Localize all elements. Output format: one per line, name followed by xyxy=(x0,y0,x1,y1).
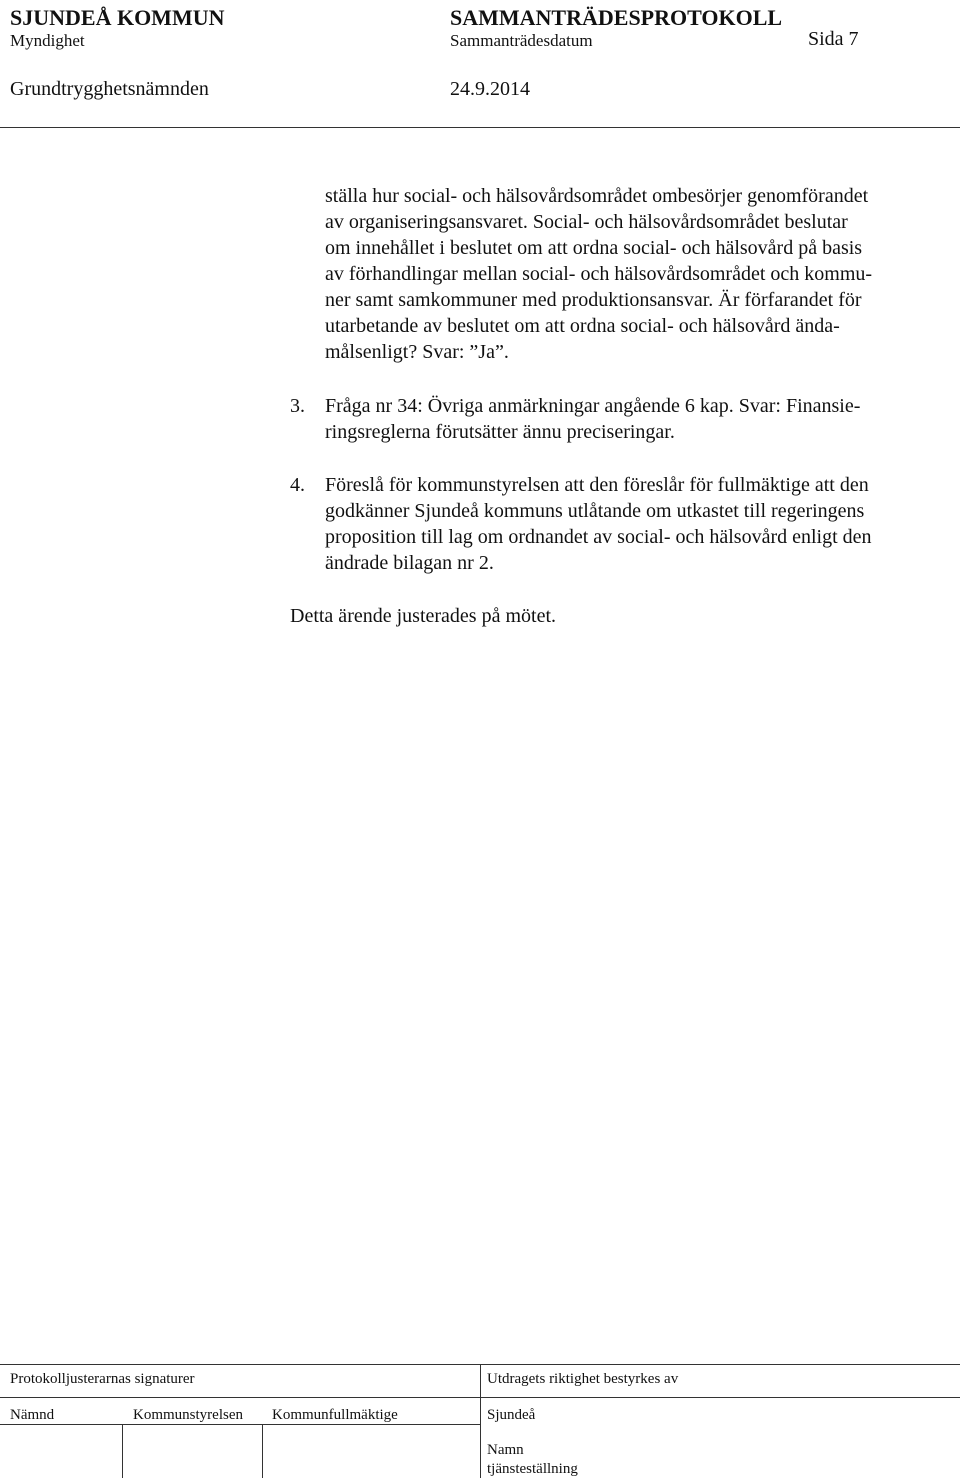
footer-name-label: Namn xyxy=(487,1442,524,1458)
committee-name: Grundtrygghetsnämnden xyxy=(10,78,209,100)
footer-col-divider xyxy=(122,1424,123,1478)
continued-paragraph xyxy=(325,183,950,365)
meeting-date: 24.9.2014 xyxy=(450,78,530,100)
paragraph-line: av förhandlingar mellan social- och hälsovårdsområdet och kommu- xyxy=(325,263,873,285)
paragraph-line: utarbetande av beslutet om att ordna social- och hälsovård ända- xyxy=(325,315,840,337)
item-4-number: 4. xyxy=(290,474,305,496)
item-3-number: 3. xyxy=(290,395,305,417)
meeting-date-label: Sammanträdesdatum xyxy=(450,31,593,50)
signatures-label: Protokolljusterarnas signaturer xyxy=(10,1371,195,1387)
item-line: proposition till lag om ordnandet av social- och hälsovård enligt den xyxy=(325,526,872,548)
paragraph-line: av organiseringsansvaret. Social- och hälsovårdsområdet beslutar xyxy=(325,211,848,233)
paragraph-line: ställa hur social- och hälsovårdsområdet ombesörjer genomförandet xyxy=(325,185,869,207)
paragraph-line: om innehållet i beslutet om att ordna social- och hälsovård på basis xyxy=(325,237,863,259)
certified-label: Utdragets riktighet bestyrkes av xyxy=(487,1371,679,1387)
footer-col-divider xyxy=(480,1364,481,1478)
footer-position-label: tjänsteställning xyxy=(487,1461,578,1477)
closing-statement: Detta ärende justerades på mötet. xyxy=(290,605,556,627)
footer-col-kommunfullmaktige: Kommunfullmäktige xyxy=(272,1407,398,1423)
item-line: Föreslå för kommunstyrelsen att den föreslår för fullmäktige att den xyxy=(325,474,869,496)
item-line: ringsreglerna förutsätter ännu preciseringar. xyxy=(325,421,675,443)
authority-label: Myndighet xyxy=(10,31,85,50)
item-4-text xyxy=(325,472,950,576)
item-line: Fråga nr 34: Övriga anmärkningar angående 6 kap. Svar: Finansie- xyxy=(325,395,861,417)
item-line: godkänner Sjundeå kommuns utlåtande om utkastet till regeringens xyxy=(325,500,865,522)
item-line: ändrade bilagan nr 2. xyxy=(325,552,494,574)
paragraph-line: målsenligt? Svar: ”Ja”. xyxy=(325,341,509,363)
footer-row-rule-left xyxy=(0,1424,480,1425)
footer-col-kommunstyrelsen: Kommunstyrelsen xyxy=(133,1407,243,1423)
org-name: SJUNDEÅ KOMMUN xyxy=(10,5,225,30)
header-divider xyxy=(0,127,960,128)
footer-place: Sjundeå xyxy=(487,1407,536,1423)
paragraph-line: ner samt samkommuner med produktionsansvar. Är förfarandet för xyxy=(325,289,862,311)
footer-col-namnd: Nämnd xyxy=(10,1407,55,1423)
document-type: SAMMANTRÄDESPROTOKOLL xyxy=(450,5,783,30)
item-3-text xyxy=(325,393,950,445)
page-number: Sida 7 xyxy=(808,28,859,50)
footer-col-divider xyxy=(262,1424,263,1478)
